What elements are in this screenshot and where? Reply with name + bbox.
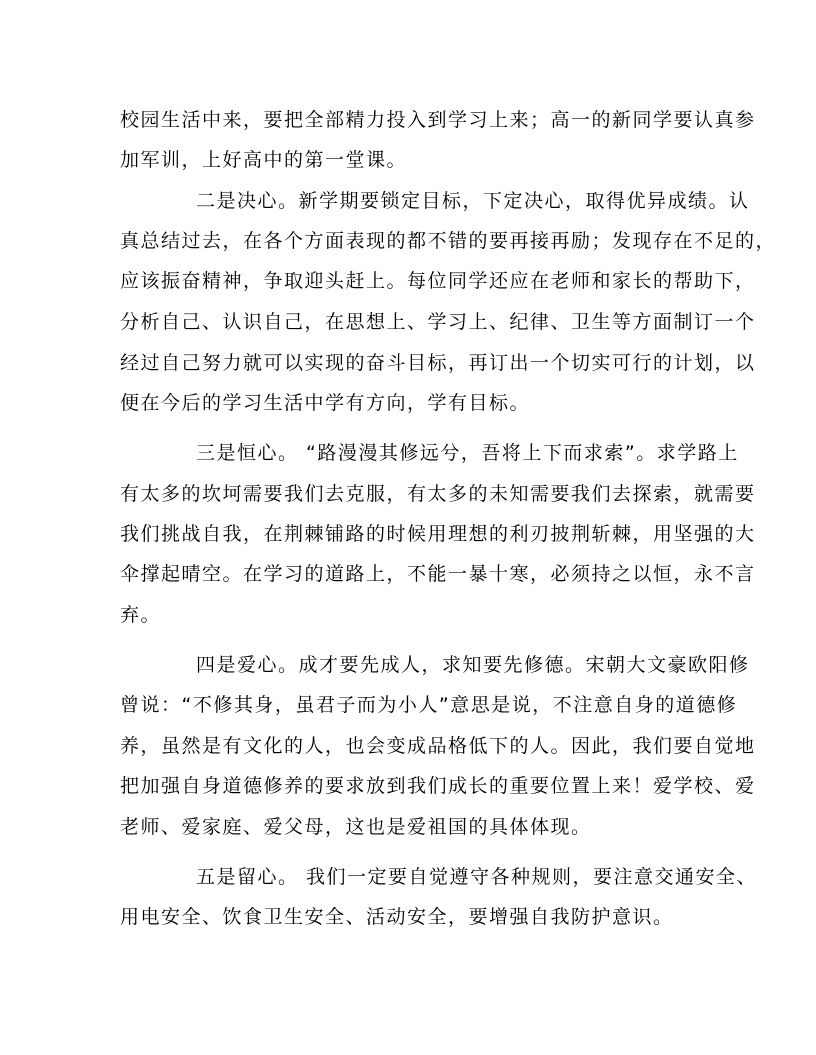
text-line: 养，虽然是有文化的人，也会变成品格低下的人。因此，我们要自觉地 bbox=[120, 735, 756, 757]
text-line: 伞撑起晴空。在学习的道路上，不能一暴十寒，必须持之以恒，永不言 bbox=[120, 563, 756, 585]
paragraph-first-line: 三是恒心。 “路漫漫其修远兮，吾将上下而求索”。求学路上 bbox=[196, 442, 739, 464]
text-line: 用电安全、饮食卫生安全、活动安全，要增强自我防护意识。 bbox=[120, 906, 674, 928]
text-line: 便在今后的学习生活中学有方向，学有目标。 bbox=[120, 392, 531, 414]
paragraph-first-line: 二是决心。新学期要锁定目标，下定决心，取得优异成绩。认 bbox=[196, 190, 750, 212]
text-line: 把加强自身道德修养的要求放到我们成长的重要位置上来！爱学校、爱 bbox=[120, 775, 756, 797]
paragraph-first-line: 四是爱心。成才要先成人，求知要先修德。宋朝大文豪欧阳修 bbox=[196, 654, 750, 676]
text-line: 真总结过去，在各个方面表现的都不错的要再接再励；发现存在不足的， bbox=[120, 230, 777, 252]
text-line: 加军训，上好高中的第一堂课。 bbox=[120, 149, 408, 171]
text-line: 校园生活中来，要把全部精力投入到学习上来；高一的新同学要认真参 bbox=[120, 109, 756, 131]
text-line: 经过自己努力就可以实现的奋斗目标，再订出一个切实可行的计划，以 bbox=[120, 352, 756, 374]
text-line: 我们挑战自我，在荆棘铺路的时候用理想的利刃披荆斩棘，用坚强的大 bbox=[120, 523, 756, 545]
text-line: 有太多的坎坷需要我们去克服，有太多的未知需要我们去探索，就需要 bbox=[120, 483, 756, 505]
text-line: 分析自己、认识自己，在思想上、学习上、纪律、卫生等方面制订一个 bbox=[120, 311, 756, 333]
text-line: 曾说：“不修其身，虽君子而为小人”意思是说，不注意自身的道德修 bbox=[120, 694, 738, 716]
text-line: 应该振奋精神，争取迎头赶上。每位同学还应在老师和家长的帮助下， bbox=[120, 270, 756, 292]
text-line: 老师、爱家庭、爱父母，这也是爱祖国的具体体现。 bbox=[120, 816, 592, 838]
paragraph-first-line: 五是留心。 我们一定要自觉遵守各种规则，要注意交通安全、 bbox=[196, 866, 758, 888]
text-line: 弃。 bbox=[120, 604, 162, 626]
